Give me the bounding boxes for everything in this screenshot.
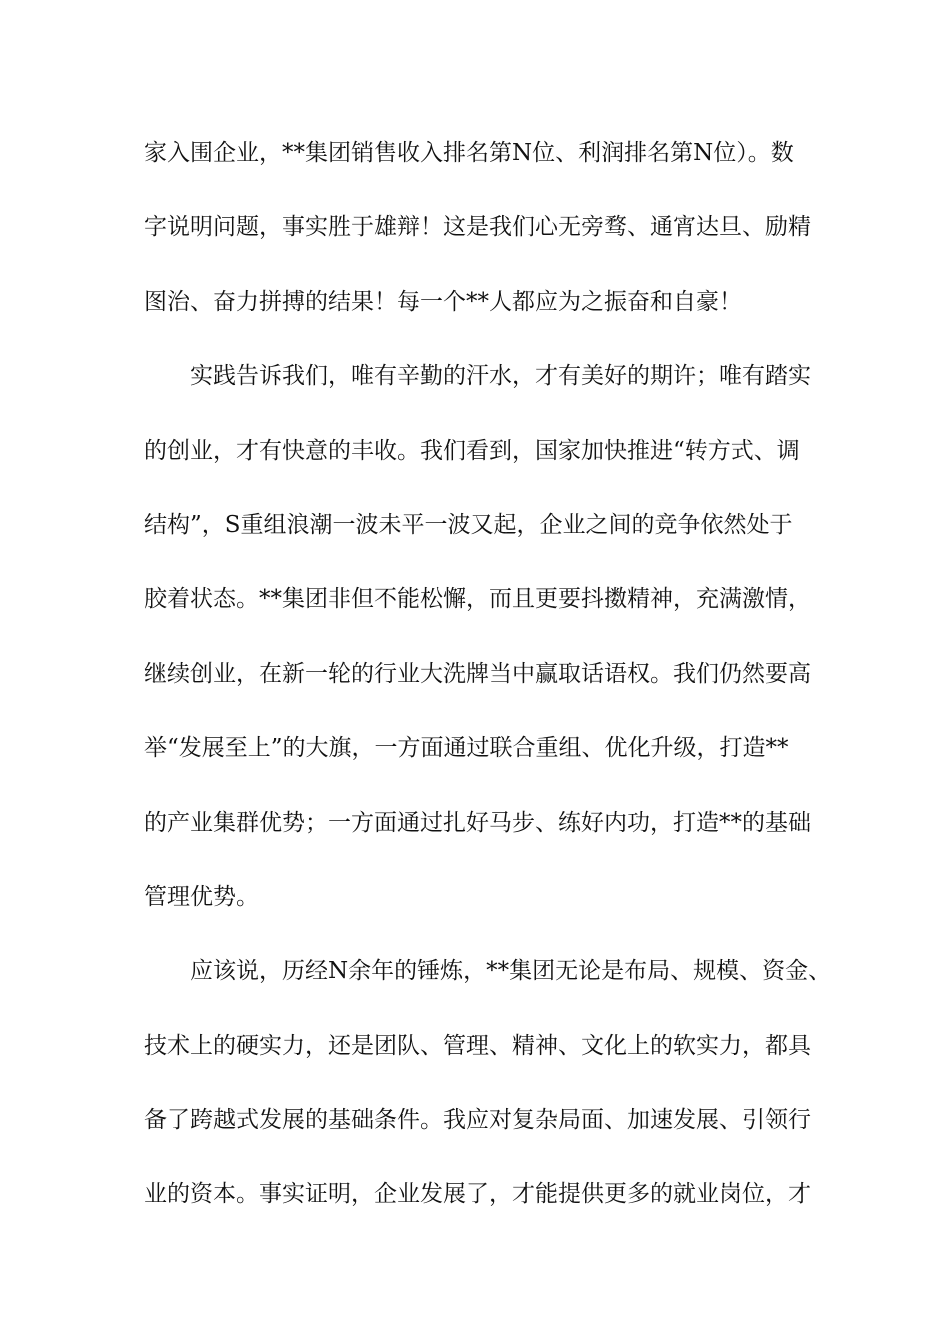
text-line: 继续创业，在新一轮的行业大洗牌当中赢取话语权。我们仍然要高 [144,660,811,687]
paragraph-first-line: 应该说，历经N余年的锤炼，**集团无论是布局、规模、资金、 [190,958,832,985]
text-line: 技术上的硬实力，还是团队、管理、精神、文化上的软实力，都具 [144,1032,811,1059]
text-line: 的产业集群优势；一方面通过扎好马步、练好内功，打造**的基础 [144,809,811,836]
text-line: 家入围企业，**集团销售收入排名第N位、利润排名第N位）。数 [144,140,794,166]
text-line: 备了跨越式发展的基础条件。我应对复杂局面、加速发展、引领行 [144,1107,811,1134]
text-line: 举“发展至上”的大旗，一方面通过联合重组、优化升级，打造** [144,735,789,762]
body-text [144,134,834,1250]
text-line: 图治、奋力拼搏的结果！每一个**人都应为之振奋和自豪！ [144,288,742,315]
text-line: 的创业，才有快意的丰收。我们看到，国家加快推进“转方式、调 [144,437,800,464]
text-line: 业的资本。事实证明，企业发展了，才能提供更多的就业岗位，才 [144,1181,811,1208]
text-line: 管理优势。 [144,883,259,910]
text-line: 结构”，S重组浪潮一波未平一波又起，企业之间的竞争依然处于 [144,511,793,538]
paragraph-first-line: 实践告诉我们，唯有辛勤的汗水，才有美好的期许；唯有踏实 [190,363,811,390]
text-line: 字说明问题，事实胜于雄辩！这是我们心无旁骛、通宵达旦、励精 [144,214,811,241]
text-line: 胶着状态。**集团非但不能松懈，而且更要抖擞精神，充满激情， [144,586,811,613]
